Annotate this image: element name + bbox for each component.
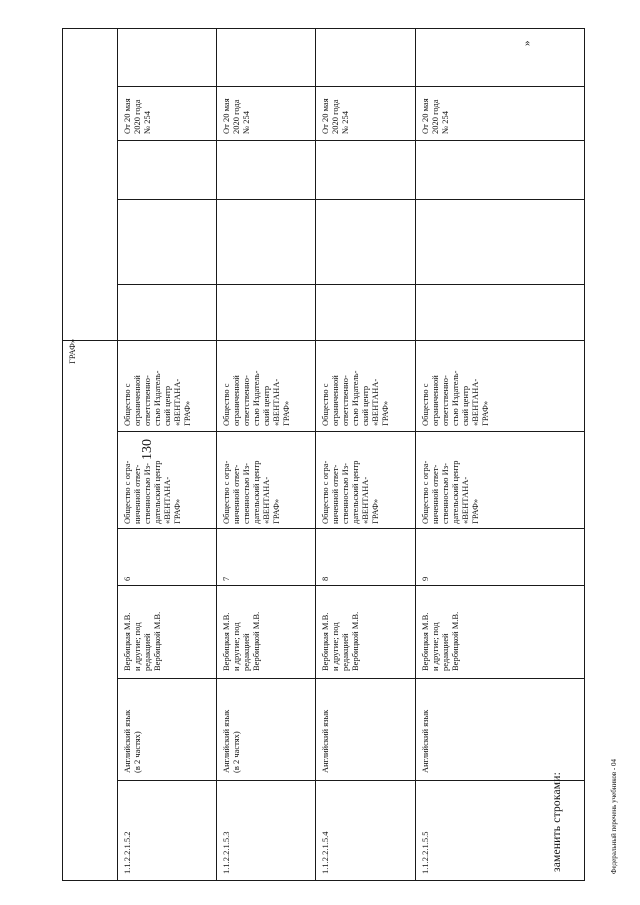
table-border: [117, 284, 585, 285]
cell-publisher-full: Общество с ограниченной ответственно- стью Издатель- ский центр «ВЕНТАНА- ГРАФ»: [221, 370, 291, 426]
carryover-text: ГРАФ»: [67, 338, 77, 364]
cell-code: 1.1.2.2.1.5.5: [420, 831, 430, 874]
cell-authors: Вербицкая М.В. и другие; под редакцией Вербицкой М.В.: [420, 611, 460, 671]
table-border: [415, 28, 416, 881]
cell-subject: Английский язык: [320, 709, 330, 773]
cell-authors: Вербицкая М.В. и другие; под редакцией Вербицкой М.В.: [320, 611, 360, 671]
cell-publisher-full: Общество с ограниченной ответственно- стью Издатель- ский центр «ВЕНТАНА- ГРАФ»: [420, 370, 490, 426]
table-border: [62, 28, 585, 29]
cell-publisher: Общество с огра- ниченной ответ- ственностью Из- дательский центр «ВЕНТАНА- ГРАФ»: [420, 460, 480, 524]
cell-publisher-full: Общество с ограниченной ответственно- стью Издатель- ский центр «ВЕНТАНА- ГРАФ»: [122, 370, 192, 426]
table-border: [117, 28, 118, 881]
cell-subject: Английский язык (в 2 частях): [221, 709, 241, 773]
closing-quote: »: [521, 40, 533, 46]
table-border: [62, 28, 63, 881]
replace-with-rows-label: заменить строками:: [551, 772, 563, 872]
cell-code: 1.1.2.2.1.5.2: [122, 831, 132, 874]
table-border: [117, 528, 585, 529]
table-border: [117, 199, 585, 200]
cell-grade: 7: [221, 576, 231, 581]
cell-grade: 6: [122, 576, 132, 581]
cell-subject: Английский язык: [420, 709, 430, 773]
cell-publisher: Общество с огра- ниченной ответ- ственностью Из- дательский центр «ВЕНТАНА- ГРАФ»: [320, 460, 380, 524]
table-border: [62, 880, 585, 881]
cell-order: От 20 мая 2020 года № 254: [320, 98, 350, 134]
table-border: [117, 780, 585, 781]
table-border: [216, 28, 217, 881]
cell-order: От 20 мая 2020 года № 254: [221, 98, 251, 134]
table-border: [584, 28, 585, 881]
cell-code: 1.1.2.2.1.5.3: [221, 831, 231, 874]
cell-order: От 20 мая 2020 года № 254: [420, 98, 450, 134]
textbook-table: [62, 28, 585, 881]
table-border: [117, 585, 585, 586]
cell-publisher: Общество с огра- ниченной ответ- ственностью Из- дательский центр «ВЕНТАНА- ГРАФ»: [221, 460, 281, 524]
footer-text: Федеральный перечень учебников - 04: [610, 759, 618, 874]
cell-publisher: Общество с огра- ниченной ответ- ственностью Из- дательский центр «ВЕНТАНА- ГРАФ»: [122, 460, 182, 524]
cell-publisher-full: Общество с ограниченной ответственно- стью Издатель- ский центр «ВЕНТАНА- ГРАФ»: [320, 370, 390, 426]
table-border: [315, 28, 316, 881]
cell-grade: 8: [320, 576, 330, 581]
page-number: 130: [140, 439, 155, 460]
cell-order: От 20 мая 2020 года № 254: [122, 98, 152, 134]
cell-code: 1.1.2.2.1.5.4: [320, 831, 330, 874]
table-border: [117, 431, 585, 432]
cell-subject: Английский язык (в 2 частях): [122, 709, 142, 773]
cell-authors: Вербицкая М.В. и другие; под редакцией Вербицкой М.В.: [122, 611, 162, 671]
cell-grade: 9: [420, 576, 430, 581]
cell-authors: Вербицкая М.В. и другие; под редакцией Вербицкой М.В.: [221, 611, 261, 671]
table-border: [117, 140, 585, 141]
table-border: [62, 340, 585, 341]
table-border: [117, 678, 585, 679]
table-border: [117, 86, 585, 87]
